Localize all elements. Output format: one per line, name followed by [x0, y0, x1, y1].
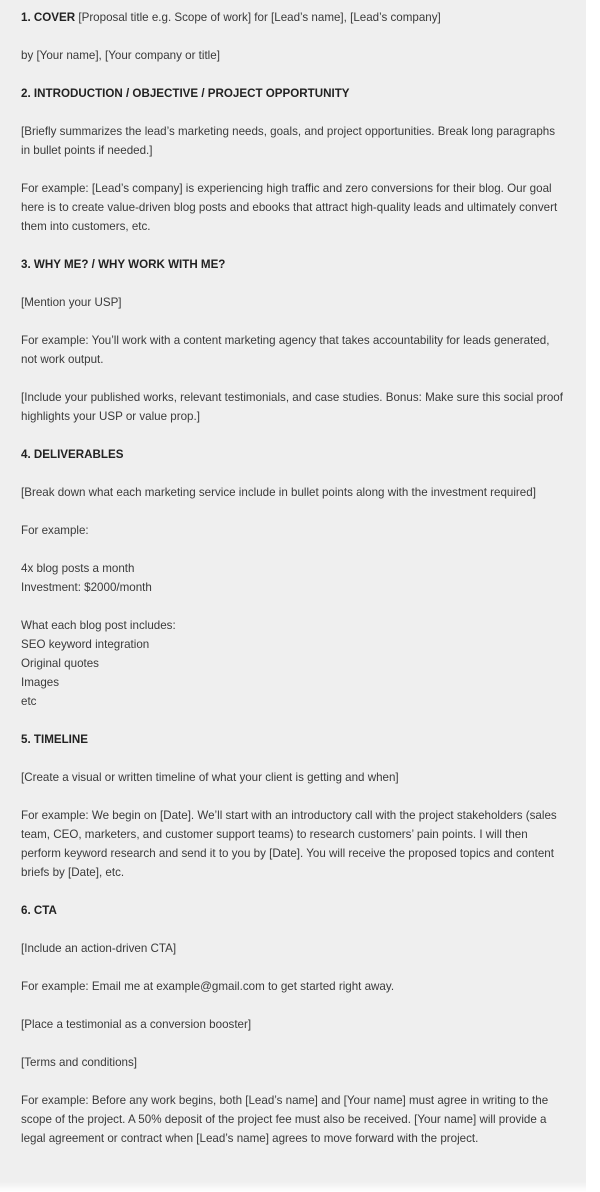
deliverables-example-label: For example: [21, 524, 89, 537]
introduction-example: For example: [Lead’s company] is experiencing high traffic and zero conversions for their blog. Our goal here is to create value-driven blog posts and ebooks that attract high-quality leads and ultimately convert them into customers, etc. [21, 182, 558, 233]
timeline-example: For example: We begin on [Date]. We’ll start with an introductory call with the project stakeholders (sales team, CEO, marketers, and customer support teams) to research customers’ pain points. I will then perform keyword research and send it to you by [Date]. You will receive the proposed topics and content briefs by [Date], etc. [21, 809, 557, 879]
cta-terms-note: [Terms and conditions] [21, 1056, 137, 1069]
cta-terms-example: For example: Before any work begins, both [Lead’s name] and [Your name] must agree in writing to the scope of the project. A 50% deposit of the project fee must also be received. [Your name] will provide a legal agreement or contract when [Lead’s name] agrees to move forward with the project. [21, 1094, 549, 1145]
list-item: SEO keyword integration [21, 638, 150, 651]
why-me-usp: [Mention your USP] [21, 296, 122, 309]
why-me-example: For example: You’ll work with a content marketing agency that takes accountability for leads generated, not work output. [21, 334, 550, 366]
introduction-heading: 2. INTRODUCTION / OBJECTIVE / PROJECT OPPORTUNITY [21, 87, 350, 100]
cta-instruction: [Include an action-driven CTA] [21, 942, 177, 955]
deliverables-heading: 4. DELIVERABLES [21, 448, 124, 461]
page-right-margin [586, 0, 600, 1192]
list-item: Original quotes [21, 657, 99, 670]
cover-heading: 1. COVER [21, 11, 76, 24]
cover-title-line [21, 8, 566, 27]
cover-title-text: [Proposal title e.g. Scope of work] for [Lead’s name], [Lead’s company] [78, 11, 441, 24]
cta-heading: 6. CTA [21, 904, 57, 917]
introduction-summary: [Briefly summarizes the lead’s marketing needs, goals, and project opportunities. Break long paragraphs in bullet points if needed.] [21, 125, 556, 157]
timeline-instruction: [Create a visual or written timeline of what your client is getting and when] [21, 771, 399, 784]
deliverables-includes [21, 616, 566, 711]
cta-example: For example: Email me at example@gmail.com to get started right away. [21, 980, 395, 993]
deliverables-includes-title: What each blog post includes: [21, 619, 176, 632]
why-me-heading: 3. WHY ME? / WHY WORK WITH ME? [21, 258, 226, 271]
cta-testimonial-note: [Place a testimonial as a conversion booster] [21, 1018, 252, 1031]
list-item: etc [21, 695, 37, 708]
timeline-heading: 5. TIMELINE [21, 733, 88, 746]
bottom-edge [0, 1182, 600, 1192]
deliverables-investment: Investment: $2000/month [21, 581, 152, 594]
why-me-social-proof: [Include your published works, relevant testimonials, and case studies. Bonus: Make sure this social proof highlights your USP or value prop.] [21, 391, 563, 423]
deliverables-posts: 4x blog posts a month [21, 562, 135, 575]
deliverables-breakdown: [Break down what each marketing service include in bullet points along with the investment required] [21, 486, 536, 499]
list-item: Images [21, 676, 60, 689]
deliverables-plan [21, 559, 566, 597]
cover-byline: by [Your name], [Your company or title] [21, 49, 220, 62]
